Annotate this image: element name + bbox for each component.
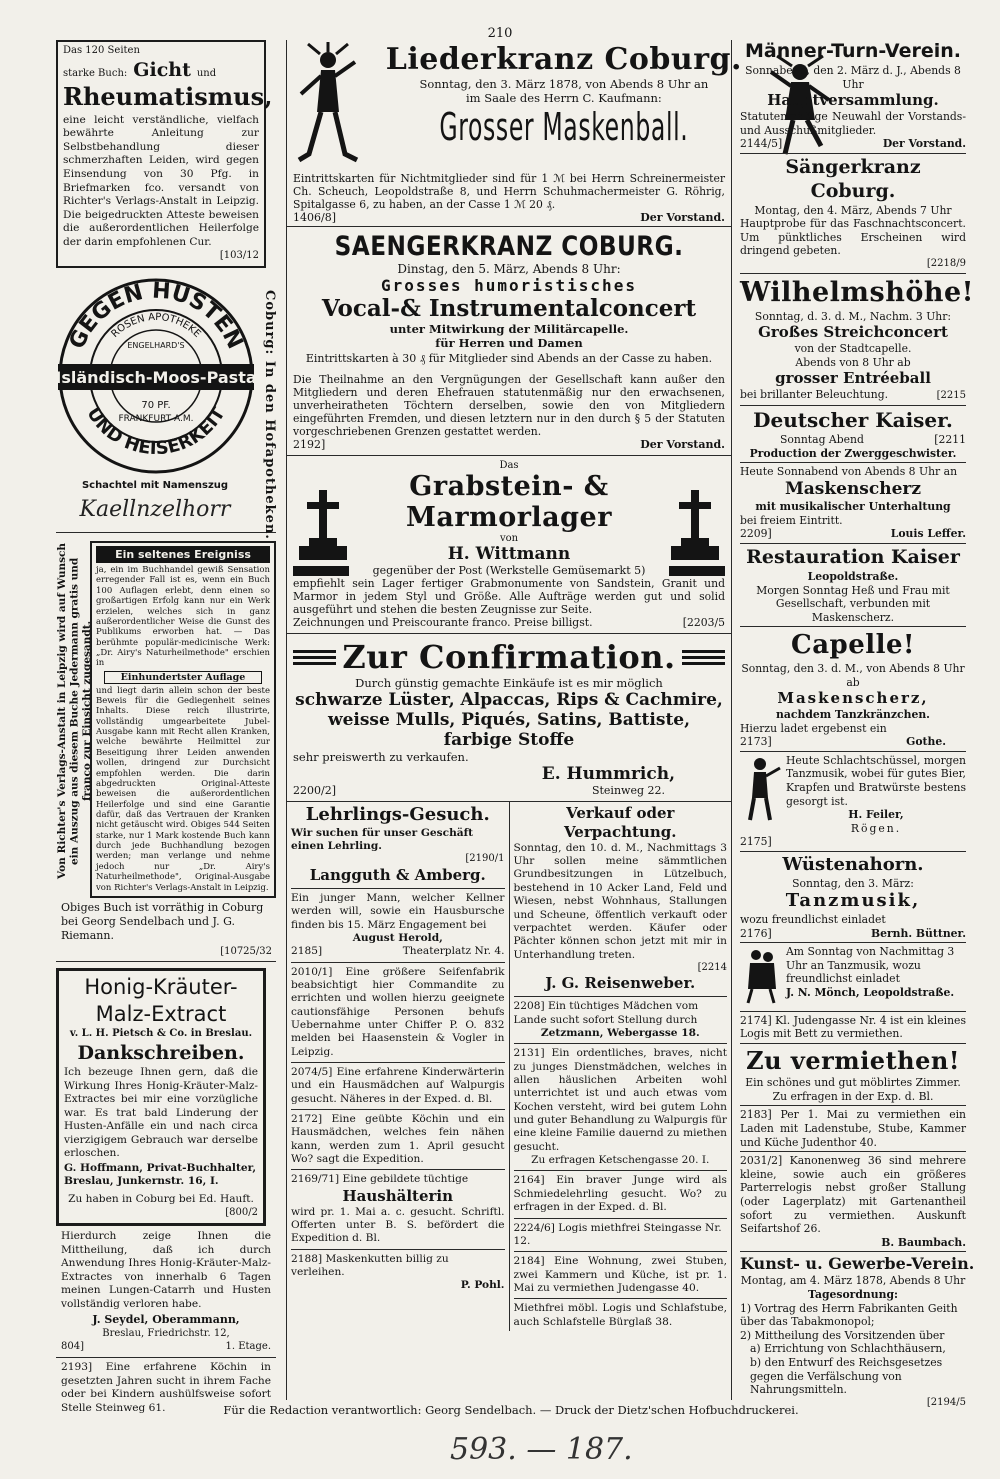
saengerkranz-date: Dinstag, den 5. März, Abends 8 Uhr: [397,262,621,276]
stamp-city: FRANKFURT A.M. [118,414,194,425]
honig-title2: Malz-Extract [95,1001,227,1026]
kinder-ad: 2074/5] Eine erfahrene Kinderwärterin und ein Hausmädchen auf Walpurgis gesucht. Näheres in der Exped. d. Bl. [291,1065,505,1105]
turnverein-event: Hauptversammlung. [767,91,939,110]
saengerkranz-tickets: Eintrittskarten à 30 ₰ für Mitglieder sind Abends an der Casse zu haben. [305,352,713,365]
divider [740,1105,966,1106]
liederkranz-event: Grosser Maskenball. [439,105,689,149]
capelle-title: Capelle! [791,630,915,661]
haushaelterin-title: Haushälterin [342,1186,454,1205]
saengerkranz-sub3: unter Mitwirkung der Militärcapelle. [389,322,629,336]
honig2-body: Hierdurch zeige Ihnen die Mittheilung, daß ich durch Anwendung Ihres Honig-Kräuter-Malz-Extractes von innerhalb 6 Tagen meinen Lungen-Catarrh und Husten vollständig verloren habe. [61,1230,271,1310]
confirmation-intro: Durch günstig gemachte Einkäufe ist es mir möglich [355,676,663,690]
turnverein-title: Männer-Turn-Verein. [745,40,961,62]
haushaelterin-ad [291,1173,505,1245]
divider [740,405,966,406]
verkauf-ad [514,804,728,993]
dienst-addr: Zu erfragen Ketschengasse 20. I. [531,1154,710,1167]
lehrling-text: Wir suchen für unser Geschäft einen Lehrling. [291,826,474,853]
honig-sold: Zu haben in Coburg bei Ed. Hauft. [68,1192,254,1205]
honig-title1: Honig-Kräuter- [84,975,238,1000]
saengerkranz-sub2: Vocal-& Instrumentalconcert [321,295,697,322]
kunstverein-ad [740,1254,975,1409]
turnverein-sign: Der Vorstand. [882,137,966,151]
honig-signer: G. Hoffmann, Privat-Buchhalter, Breslau, Junkernstr. 16, I. [64,1161,257,1188]
kunstverein-agenda [740,1302,966,1397]
gicht-title: Gicht [133,58,191,81]
deutscher-kaiser-music: mit musikalischer Unterhaltung [755,500,951,514]
honig2-signer: J. Seydel, Oberammann, [92,1312,240,1326]
turnverein-ref: 2144/5] [740,137,783,151]
lehrling-ad [291,804,505,885]
koechin-ad: 2193] Eine erfahrene Köchin in gesetzten Jahren sucht in ihrem Fache oder bei Kindern aushülfsweise sofort Stelle Steinweg 61. [61,1361,271,1414]
kellner-ref: 2185] [291,945,323,958]
grabstein-loc: gegenüber der Post (Werkstelle Gemüsemarkt 5) [372,564,646,577]
confirmation-ref: 2200/2] [293,784,336,797]
moench-ad [740,945,966,1009]
grabstein-text: empfiehlt sein Lager fertiger Grabmonumente von Sandstein, Granit und Marmor in jedem Styl und Größe. Alle Aufträge werden gut und solid ausgeführt und stehen die besten Zeugnisse zur Seite. [293,577,725,616]
stamp-caption: Schachtel mit Namenszug [81,480,229,492]
dienst-text: 2131] Ein ordentliches, braves, nicht zu junges Dienstmädchen, welches in allen häuslichen Arbeiten wohl unterrichtet ist und auch etwas vom Kochen versteht, wird bei gutem Lohn und guter Behandlung zu Walpurgis für eine kleine Familie dauernd zu miethen gesucht. [513,1047,727,1153]
small-ads-left [287,802,509,1331]
kunstverein-date: Montag, am 4. März 1878, Abends 8 Uhr [740,1274,966,1288]
hausmaedchen-ad: 2172] Eine geübte Köchin und ein Hausmädchen, welches fein nähen kann, werden zum 1. April gesucht Wo? sagt die Expedition. [291,1113,505,1166]
stamp-seal [56,276,256,476]
deutscher-kaiser-ad [740,408,966,541]
saengerkranz-ad [287,227,731,455]
divider [740,462,966,463]
divider [740,626,966,627]
saengerkranz-sub4: für Herren und Damen [435,336,583,350]
divider [740,1251,966,1252]
svg-text:UND HEISERKEIT [82,403,229,459]
moench-text: Am Sonntag von Nachmittag 3 Uhr an Tanzmusik, wozu freundlichst einladet [786,945,955,986]
divider [740,273,966,274]
haushaelterin-ref: 2169/71] [291,1173,340,1186]
svg-text:ROSEN APOTHEKE [109,312,202,340]
kunstverein-agenda-item: b) den Entwurf des Reichsgesetzes gegen die Verfälschung von Nahrungsmitteln. [750,1356,943,1397]
deutscher-kaiser-name: Louis Leffer. [890,527,966,541]
divider [514,1298,728,1299]
gicht-ad [56,40,273,268]
kellner-ad [291,892,505,959]
divider [514,996,728,997]
confirmation-ad [287,634,731,801]
deutscher-kaiser-ref2: 2209] [740,527,772,541]
ereigniss-text2: und liegt darin allein schon der beste Beweis für die Gediegenheit seines Inhalts. Diese reich illustrirte, vollständig umgearbeitete Jubel-Ausgabe kann mit Recht allen Kranken, welche bewährte Heilmittel zur Beseitigung ihrer Leiden anwenden wollen, dringend zur Durchsicht empfohlen werden. Die darin abgedruckten Original-Atteste beweisen die außerordentlichen Heilerfolge und sind eine Garantie dafür, daß das Vertrauen der Kranken nicht getäuscht wird. Obiges 544 Seiten starke, nur 1 Mark kostende Buch kann durch jede Buchhandlung bezogen werden; man verlange und nehme jedoch nur „Dr. Airy's Naturheilmethode", Original-Ausgabe von Richter's Verlags-Anstalt in Leipzig. [96,685,270,893]
wuestenahorn-ad [740,854,966,940]
page-number: 210 [487,26,513,41]
grabstein-von: von [499,533,519,544]
schlachtschuessel-place: Rögen. [850,821,902,835]
saengerkranz-title: SAENGERKRANZ COBURG. [334,231,684,262]
honig2-addr: Breslau, Friedrichstr. 12, [102,1327,230,1339]
wilhelmshoehe-title: Wilhelmshöhe! [740,276,974,308]
confirmation-goods1: schwarze Lüster, Alpaccas, Rips & Cachmire, [295,690,723,710]
saenger-right-ad [740,156,966,271]
lehrling-title: Lehrlings-Gesuch. [305,804,490,825]
kunstverein-agenda-item: a) Errichtung von Schlachthäusern, [750,1342,946,1356]
small-ads-grid [287,802,731,1331]
verkauf-text: Sonntag, den 10. d. M., Nachmittags 3 Uhr sollen meine sämmtlichen Grundbesitzungen in Lützelbuch, bestehend in 10 Acker Land, Feld und Wiesen, nebst Wohnhaus, Stallungen und Scheune, öffentlich verkauft oder verpachtet werden. Käufer oder Pächter können schon jetzt mit mir in Unterhandlung treten. [513,841,727,961]
grabstein-name: H. Wittmann [447,544,571,564]
musician-icon [740,754,782,836]
saengerkranz-ref: 2192] [293,438,326,451]
kanonenweg-name: B. Baumbach. [881,1235,966,1249]
restauration-ad [740,546,966,624]
grabstein-ad [287,456,731,633]
moos-pasta-stamp [56,276,256,476]
honig2-ref: 804] [61,1341,84,1353]
deutscher-kaiser-today: Heute Sonnabend von Abends 8 Uhr an [740,465,958,479]
deutscher-kaiser-free: bei freiem Eintritt. [740,513,843,527]
kunstverein-tages: Tagesordnung: [807,1288,899,1302]
deutscher-kaiser-event: Production der Zwerggeschwister. [749,446,957,460]
wilhelmshoehe-by: von der Stadtcapelle. [794,342,912,356]
stamp-inner2-text: ENGELHARD'S [127,341,185,351]
kellner-name: August Herold, [352,931,443,944]
divider [291,1169,505,1170]
wilhelmshoehe-ad [740,276,974,403]
honig2-ad [56,1226,276,1357]
divider [514,1218,728,1219]
capelle-after: nachdem Tanzkränzchen. [776,708,930,722]
maskenkutten-text: 2188] Maskenkutten billig zu verleihen. [291,1252,449,1278]
confirmation-addr: Steinweg 22. [591,784,665,797]
haushaelterin-text: wird pr. 1. Mai a. c. gesucht. Schriftl. Offerten unter B. S. befördert die Expedition d. Bl. [291,1205,505,1245]
divider [740,153,966,154]
wilhelmshoehe-date: Sonntag, d. 3. d. M., Nachm. 3 Uhr: [754,309,952,323]
confirmation-goods2: weisse Mulls, Piqués, Satins, Battiste, [327,710,691,730]
haushaelterin-lead: Eine gebildete tüchtige [342,1173,469,1186]
confirmation-name: E. Hummrich, [541,764,675,784]
restauration-street: Leopoldstraße. [807,569,899,583]
ereigniss-auflage: Einhundertster Auflage [104,671,262,684]
divider [291,888,505,889]
ereigniss-side-text: Von Richter's Verlags-Anstalt in Leipzig wird auf Wunsch ein Auszug aus diesem Buche Jedermann gratis und franco zur Einsicht zugesandt. [56,543,94,880]
wuestenahorn-event: Tanzmusik, [785,890,921,912]
restauration-title: Restauration Kaiser [746,545,960,568]
schlachtschuessel-name: H. Feiler, [848,808,904,822]
deutscher-kaiser-date: Sonntag Abend [780,433,864,446]
maskenkutten-ad [291,1253,505,1293]
kellner-text: Ein junger Mann, welcher Kellner werden will, sowie ein Hausbursche finden bis 15. März Engagement bei [291,891,505,931]
divider [740,942,966,943]
honig2-etage: 1. Etage. [225,1341,271,1353]
wilhelmshoehe-light: bei brillanter Beleuchtung. [740,388,889,402]
turnverein-date: Sonnabend, den 2. März d. J., Abends 8 Uhr [745,63,961,91]
laden-ad: 2183] Per 1. Mai zu vermiethen ein Laden mit Ladenstube, Stube, Kammer und Küche Judenthor 40. [740,1108,966,1149]
gicht-book: starke Buch: [63,67,128,79]
liederkranz-title: Liederkranz Coburg. [385,42,742,77]
grave-cross-right-icon [665,486,725,564]
kanonenweg-ad [740,1154,966,1249]
divider [514,1170,728,1171]
saenger-right-ref: [2218/9 [926,258,966,270]
kellner-addr: Theaterplatz Nr. 4. [402,945,505,958]
divider [291,1109,505,1110]
vermiethen-text: Ein schönes und gut möblirtes Zimmer. Zu erfragen in der Exp. d. Bl. [745,1076,961,1103]
kunstverein-agenda-item: 1) Vortrag des Herrn Fabrikanten Geith über das Tabakmonopol; [740,1301,958,1329]
ereigniss-ref: [10725/32 [220,946,272,958]
deutscher-kaiser-ref: [2211 [934,433,966,446]
schlachtschuessel-text: Heute Schlachtschüssel, morgen Tanzmusik, wobei für gutes Bier, Krapfen und Bratwürste bestens gesorgt ist. [786,753,966,808]
wilhelmshoehe-ref: [2215 [936,390,966,402]
grabstein-bar-right [669,566,725,576]
jester-left-icon [293,42,363,172]
divider [740,1151,966,1152]
deutscher-kaiser-mask: Maskenscherz [784,478,922,499]
moench-name: J. N. Mönch, Leopoldstraße. [786,985,955,999]
lehrling-firm: Langguth & Amberg. [309,865,486,884]
dancer-icon [740,945,782,1009]
confirmation-title: Zur Confirmation. [342,638,676,676]
gicht-pages: Das 120 Seiten [63,45,140,56]
saenger-right-date: Montag, den 4. März, Abends 7 Uhr [754,203,952,217]
divider [514,1251,728,1252]
wuestenahorn-title: Wüstenahorn. [782,854,924,876]
divider [291,1062,505,1063]
saengerkranz-rules: Die Theilnahme an den Vergnügungen der Gesellschaft kann außer den Mitgliedern und deren Ehefrauen statutenmäßig nur den erwachsenen, unverheiratheten Töchtern derselben, sowie den von Mitgliedern eingeführten Fremden, und diesen letztern nur in den durch § 5 der Statuten vorgeschriebenen Grenzen gestattet werden. [293,373,725,438]
coburg-vertical-strip: Coburg: In den Hofapotheken. [262,290,277,540]
grabstein-text2: Zeichnungen und Preiscourante franco. Preise billigst. [293,616,593,629]
saenger-right-title: Sängerkranz Coburg. [785,155,921,202]
ereigniss-text1: ja, ein im Buchhandel gewiß Sensation erregender Fall ist es, wenn ein Buch 100 Auflagen erlebt, denn einen so großartigen Erfolg kann nur ein Werk erzielen, welches sich in ganz außerordentlicher Weise die Gunst des Publikums erworben hat. — Das berühmte populär-medicinische Werk: „Dr. Airy's Naturheilmethode" erschien in [96,565,270,669]
liederkranz-text: Eintrittskarten für Nichtmitglieder sind für 1 ℳ bei Herrn Schreinermeister Ch. Scheuch, Leopoldstraße 8, und Herrn Schuhmachermeister G. Röhrig, Spitalgasse 6, zu haben, an der Casse 1 ℳ 20 ₰. [293,172,725,211]
honig-body: Ich bezeuge Ihnen gern, daß die Wirkung Ihres Honig-Kräuter-Malz-Extractes bei mir eine vorzügliche war. Es trat bald Linderung der Husten-Anfälle ein und nach circa vierzigigem Gebrauch war derselbe erloschen. [64,1065,258,1160]
kunstverein-title: Kunst- u. Gewerbe-Verein. [740,1254,975,1274]
vermiethen-ad [740,1046,966,1103]
verkauf-ref: [2214 [697,961,727,973]
confirmation-lines-right [682,650,725,665]
stamp-bottom-text: UND HEISERKEIT [82,403,230,460]
grabstein-das: Das [499,460,519,471]
wuestenahorn-name: Bernh. Büttner. [870,926,966,940]
capelle-ad [740,629,966,749]
maedchen-text: 2208] Ein tüchtiges Mädchen vom Lande sucht sofort Stellung durch [513,1000,699,1026]
gicht-und: und [196,67,217,79]
saenger-right-text: Hauptprobe für das Faschnachtsconcert. Um pünktliches Erscheinen wird dringend gebeten. [740,217,966,258]
rheumatismus-title: Rheumatismus, [63,82,273,112]
grabstein-bar-left [293,566,349,576]
confirmation-lines-left [293,650,336,665]
kunstverein-ref: [2194/5 [926,1396,966,1408]
liederkranz-sign: Der Vorstand. [640,211,725,224]
turnverein-ad [740,40,966,151]
divider [740,751,966,752]
verkauf-name: J. G. Reisenweber. [545,974,696,993]
saengerkranz-sign: Der Vorstand. [640,438,725,451]
judengasse-ad: 2174] Kl. Judengasse Nr. 4 ist ein kleines Logis mit Bett zu vermiethen. [740,1013,966,1041]
wohnung-ad: 2184] Eine Wohnung, zwei Stuben, zwei Kammern und Küche, ist pr. 1. Mai zu vermiethen Judengasse 40. [513,1255,727,1294]
divider [740,1043,966,1044]
deutscher-kaiser-title: Deutscher Kaiser. [753,407,953,432]
gicht-body: eine leicht verständliche, vielfach bewährte Anleitung zur Selbstbehandlung dieser schmerzhaften Leiden, wird gegen Einsendung von 30 Pfg. in Briefmarken fco. versandt von Richter's Verlags-Anstalt in Leipzig. Die beigedruckten Atteste beweisen die außerordentlichen Heilerfolge der darin empfohlenen Cur. [63,113,259,248]
kanonenweg-text: 2031/2] Kanonenweg 36 sind mehrere kleine, sowie auch ein größeres Parterrelogis nebst großer Stallung (oder Lagerplatz) mit Gartenantheil sofort zu vermiethen. Auskunft Seifartshof 26. [740,1154,966,1236]
wuestenahorn-date: Sonntag, den 3. März: [792,876,914,890]
divider [514,1043,728,1044]
left-column [56,40,277,1414]
maskenkutten-name: P. Pohl. [460,1279,505,1292]
schlafstube-ad: Miethfrei möbl. Logis und Schlafstube, auch Schlafstelle Bürglaß 38. [513,1302,727,1328]
capelle-date: Sonntag, den 3. d. M., von Abends 8 Uhr ab [741,662,965,689]
divider [740,543,966,544]
wuestenahorn-invite: wozu freundlichst einladet [740,912,886,926]
capelle-ref: 2173] [740,735,772,749]
turnverein-text: Statutenmäßige Neuwahl der Vorstands- und Ausschußmitglieder. [740,110,966,137]
honig-maker: v. L. H. Pietsch & Co. in Breslau. [69,1027,253,1039]
capelle-invite: Hierzu ladet ergebenst ein [740,721,887,735]
divider [291,962,505,963]
page-footer: Für die Redaction verantwortlich: Georg Sendelbach. — Druck der Dietz'schen Hofbuchdruckerei. [223,1403,799,1417]
wilhelmshoehe-time: Abends von 8 Uhr ab [795,355,911,369]
ereigniss-footer: Obiges Buch ist vorräthig in Coburg bei Georg Sendelbach und J. G. Riemann. [61,900,264,943]
divider [740,851,966,852]
stamp-price: 70 PF. [141,400,171,412]
lehrling-ref: [2190/1 [465,853,505,865]
stamp-center-text: Isländisch-Moos-Pasta [56,368,256,388]
divider [56,532,276,533]
gicht-ref: [103/12 [219,250,259,262]
archive-handwritten-number: 593. — 187. [450,1432,633,1467]
divider [740,1011,966,1012]
schlachtschuessel-ref: 2175] [740,835,772,849]
divider [291,1249,505,1250]
middle-column [286,40,742,1400]
kunstverein-agenda-item: 2) Mittheilung des Vorsitzenden über [740,1328,945,1342]
capelle-name: Gothe. [906,735,946,749]
ereigniss-ad [56,541,276,898]
maedchen-ad [514,1000,728,1040]
vermiethen-title: Zu vermiethen! [746,1045,960,1075]
liederkranz-place: im Saale des Herrn C. Kaufmann: [465,91,662,105]
wuestenahorn-ref: 2176] [740,926,772,940]
confirmation-price: sehr preiswerth zu verkaufen. [293,750,469,764]
schlachtschuessel-ad [740,754,966,836]
logis-ad: 2224/6] Logis miethfrei Steingasse Nr. 12. [513,1221,722,1247]
capelle-event: Maskenscherz, [777,689,929,708]
liederkranz-ad [287,40,742,226]
dienst-ad [514,1047,728,1167]
stamp-inner-text: ROSEN APOTHEKE [109,312,203,341]
liederkranz-ref: 1406/8] [293,211,336,224]
honig-thanks: Dankschreiben. [77,1041,245,1064]
stamp-signature: Kaellnzelhorr [79,497,231,523]
maedchen-name: Zetzmann, Webergasse 18. [540,1027,700,1040]
honig-ref: [800/2 [225,1207,258,1219]
verkauf-title: Verkauf oder Verpachtung. [564,804,677,841]
small-ads-right [509,802,732,1331]
restauration-text: Morgen Sonntag Heß und Frau mit Gesellschaft, verbunden mit Maskenscherz. [756,583,950,624]
confirmation-goods3: farbige Stoffe [443,730,575,750]
right-column [734,40,975,1408]
moos-pasta-ad [56,276,254,522]
stamp-top-text: GEGEN HUSTEN [64,278,248,354]
grabstein-title: Grabstein- & Marmorlager [406,471,612,533]
liederkranz-date: Sonntag, den 3. März 1878, von Abends 8 Uhr an [419,77,709,91]
grabstein-ref: [2203/5 [682,616,725,629]
saengerkranz-sub1: Grosses humoristisches [381,276,637,295]
wilhelmshoehe-event: Großes Streichconcert [758,323,948,342]
schmiede-ad: 2164] Ein braver Junge wird als Schmiedelehrling gesucht. Wo? zu erfragen in der Exped. d. Bl. [513,1174,727,1214]
honig-ad [56,968,266,1226]
seifen-ad: 2010/1] Eine größere Seifenfabrik beabsichtigt hier Commandite zu errichten und wollen hierzu geeignete cautionsfähige Personen behufs Uebernahme unter Chiffer P. O. 832 melden bei Haasenstein & Vogler in Leipzig. [291,965,505,1058]
grave-cross-left-icon [293,486,353,564]
wilhelmshoehe-ball: grosser Entréeball [775,369,931,388]
ereigniss-title: Ein seltenes Ereigniss [96,546,270,563]
divider [56,961,276,962]
